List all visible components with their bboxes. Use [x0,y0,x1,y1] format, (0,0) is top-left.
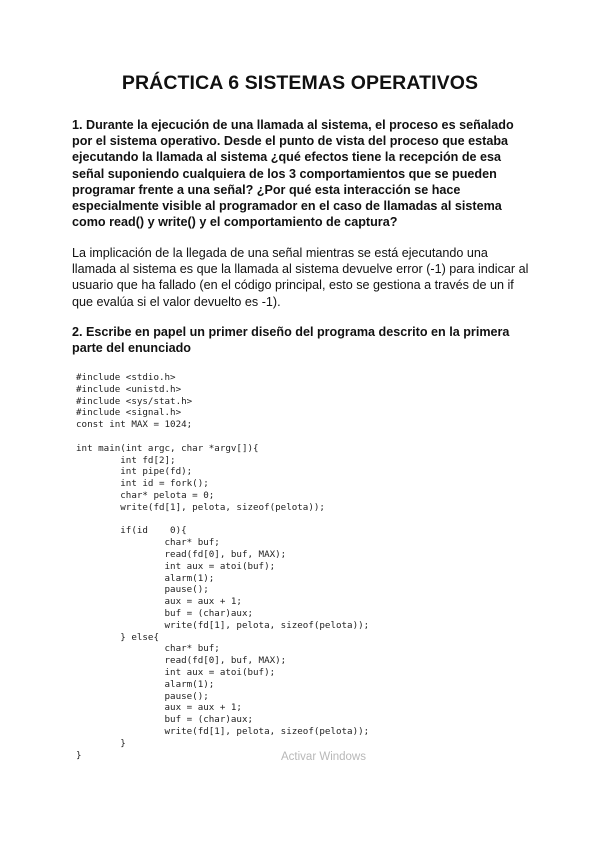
code-line: #include <signal.h> [76,407,182,419]
code-line: int id = fork(); [76,478,209,490]
code-block [76,372,536,761]
code-line: #include <unistd.h> [76,383,182,395]
code-line: alarm(1); [76,678,215,690]
code-line: const int MAX = 1024; [76,419,193,431]
question-2: 2. Escribe en papel un primer diseño del programa descrito en la primera parte del enunciado [72,325,510,356]
code-line: char* buf; [76,537,220,549]
code-line: int pipe(fd); [76,466,193,478]
code-line: write(fd[1], pelota, sizeof(pelota)); [76,619,370,631]
code-line: #include <sys/stat.h> [76,395,193,407]
code-line: int fd[2]; [76,454,176,466]
code-line: write(fd[1], pelota, sizeof(pelota)); [76,501,325,513]
code-line: int main(int argc, char *argv[]){ [76,442,259,454]
code-line: buf = (char)aux; [76,714,254,726]
code-line: buf = (char)aux; [76,607,254,619]
code-line: char* pelota = 0; [76,489,215,501]
code-line: write(fd[1], pelota, sizeof(pelota)); [76,725,370,737]
code-line: } else{ [76,631,159,643]
code-line: pause(); [76,584,209,596]
page-title: PRÁCTICA 6 SISTEMAS OPERATIVOS [121,72,479,94]
code-line: int aux = atoi(buf); [76,560,276,572]
activate-windows-watermark: Activar Windows [281,751,366,763]
code-line [76,514,536,526]
code-line: } [76,749,82,761]
code-line: aux = aux + 1; [76,702,242,714]
question-1: 1. Durante la ejecución de una llamada al sistema, el proceso es señalado por el sistema operativo. Desde el punto de vista del proceso que estaba ejecutando la llamada al sistema ¿qué efectos tiene la recepción de esa señal suponiendo cualquiera de los 3 comportamientos que se pueden programar frente a una señal? ¿Por qué esta interacción se hace especialmente visible al programador en el caso de llamadas al sistema como read() y write() y el comportamiento de captura? [72,118,514,230]
code-line: } [76,737,126,749]
code-line: read(fd[0], buf, MAX); [76,548,287,560]
code-line: aux = aux + 1; [76,596,242,608]
code-line: alarm(1); [76,572,215,584]
code-line: pause(); [76,690,209,702]
answer-1: La implicación de la llegada de una señal mientras se está ejecutando una llamada al sistema es que la llamada al sistema devuelve error (-1) para indicar al usuario que ha fallado (en el código principal, esto se gestiona a través de un if que evalúa si el valor devuelto es -1). [72,246,529,309]
code-line: #include <stdio.h> [76,372,176,383]
code-line: char* buf; [76,643,220,655]
code-line [76,431,536,443]
code-line: read(fd[0], buf, MAX); [76,655,287,667]
code-line: if(id 0){ [76,525,187,537]
code-line: int aux = atoi(buf); [76,666,276,678]
